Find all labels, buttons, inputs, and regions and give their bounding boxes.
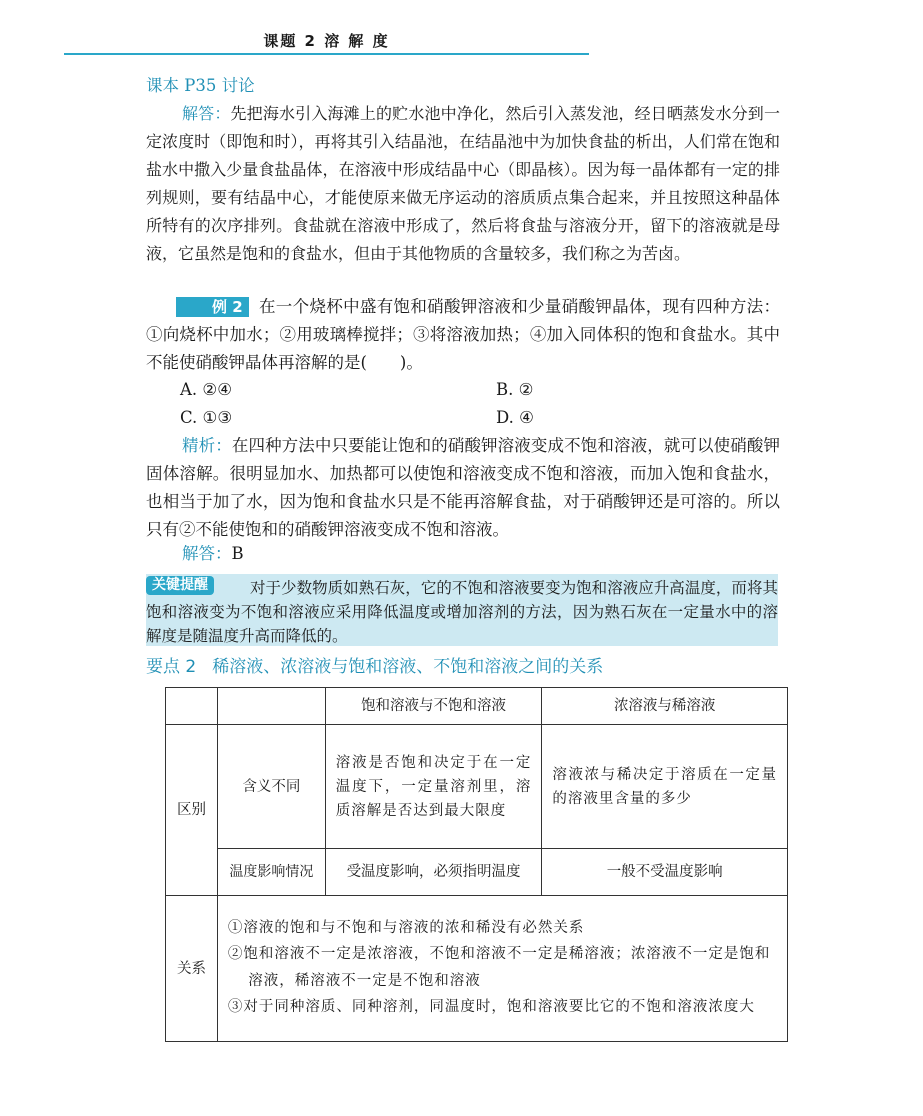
relation-item: ②饱和溶液不一定是浓溶液，不饱和溶液不一定是稀溶液；浓溶液不一定是饱和溶液，稀溶液不一定是不饱和溶液 [227, 946, 771, 989]
table-row-relation [166, 896, 788, 1042]
option-a: A. ②④ [180, 380, 232, 399]
relation-item: ③对于同种溶质、同种溶剂，同温度时，饱和溶液要比它的不饱和溶液浓度大 [227, 999, 755, 1015]
header-saturated: 饱和溶液与不饱和溶液 [325, 688, 542, 725]
cell-meaning-saturated: 溶液是否饱和决定于在一定温度下，一定量溶剂里，溶质溶解是否达到最大限度 [325, 725, 542, 849]
row-label-difference: 区别 [166, 725, 218, 896]
cell-meaning-concentrated: 溶液浓与稀决定于溶质在一定量的溶液里含量的多少 [542, 725, 788, 849]
cell-temp-saturated: 受温度影响，必须指明温度 [325, 849, 542, 896]
example-analysis [146, 432, 780, 544]
table-corner-cell [166, 688, 218, 725]
row-label-relation: 关系 [166, 896, 218, 1042]
section-label: 要点 2 [146, 657, 197, 677]
example-answer [182, 540, 816, 568]
example-question-text: 在一个烧杯中盛有饱和硝酸钾溶液和少量硝酸钾晶体，现有四种方法：①向烧杯中加水；②用玻璃棒搅拌；③将溶液加热；④加入同体积的饱和食盐水。其中不能使硝酸钾晶体再溶解的是( )。 [146, 297, 780, 372]
header-divider [64, 53, 589, 55]
section-title: 稀溶液、浓溶液与饱和溶液、不饱和溶液之间的关系 [212, 657, 604, 677]
analysis-text: 在四种方法中只要能让饱和的硝酸钾溶液变成不饱和溶液，就可以使硝酸钾固体溶解。很明显加水、加热都可以使饱和溶液变成不饱和溶液，而加入饱和食盐水，也相当于加了水，因为饱和食盐水只是不能再溶解食盐，对于硝酸钾还是可溶的。所以只有②不能使饱和的硝酸钾溶液变成不饱和溶液。 [146, 436, 781, 539]
header-concentrated: 浓溶液与稀溶液 [542, 688, 788, 725]
comparison-table [165, 687, 788, 1042]
page-header-title: 课题 2 溶 解 度 [263, 32, 390, 50]
section-heading [146, 655, 603, 679]
discussion-heading: 课本 P35 讨论 [146, 76, 255, 95]
table-row-temperature [166, 849, 788, 896]
sub-label-temperature: 温度影响情况 [217, 849, 325, 896]
option-b: B. ② [496, 380, 534, 399]
table-corner-cell [217, 688, 325, 725]
answer-label: 解答： [182, 104, 231, 123]
tip-text: 对于少数物质如熟石灰，它的不饱和溶液要变为饱和溶液应升高温度，而将其饱和溶液变为不饱和溶液应采用降低温度或增加溶剂的方法，因为熟石灰在一定量水中的溶解度是随温度升高而降低的。 [146, 579, 778, 645]
cell-temp-concentrated: 一般不受温度影响 [542, 849, 788, 896]
tip-tag: 关键提醒 [146, 576, 214, 595]
option-d: D. ④ [496, 408, 534, 427]
example-question [146, 293, 780, 377]
table-row-meaning [166, 725, 788, 849]
example-tag: 例 2 [176, 297, 249, 317]
example-answer-value: B [231, 544, 244, 563]
table-header-row [166, 688, 788, 725]
analysis-label: 精析： [182, 436, 232, 455]
discussion-answer [146, 100, 780, 268]
relation-item: ①溶液的饱和与不饱和与溶液的浓和稀没有必然关系 [227, 919, 585, 936]
option-c: C. ①③ [180, 408, 233, 427]
example-answer-label: 解答： [182, 544, 232, 563]
sub-label-meaning: 含义不同 [217, 725, 325, 849]
answer-text: 先把海水引入海滩上的贮水池中净化，然后引入蒸发池，经日晒蒸发水分到一定浓度时（即饱和时），再将其引入结晶池，在结晶池中为加快食盐的析出，人们常在饱和盐水中撒入少量食盐晶体，在溶液中形成结晶中心（即晶核）。因为每一晶体都有一定的排列规则，要有结晶中心，才能使原来做无序运动的溶质质点集合起来，并且按照这种晶体所特有的次序排列。食盐就在溶液中形成了，然后将食盐与溶液分开，留下的溶液就是母液，它虽然是饱和的食盐水，但由于其他物质的含量较多，我们称之为苦卤。 [146, 104, 780, 263]
cell-relations [217, 896, 787, 1042]
